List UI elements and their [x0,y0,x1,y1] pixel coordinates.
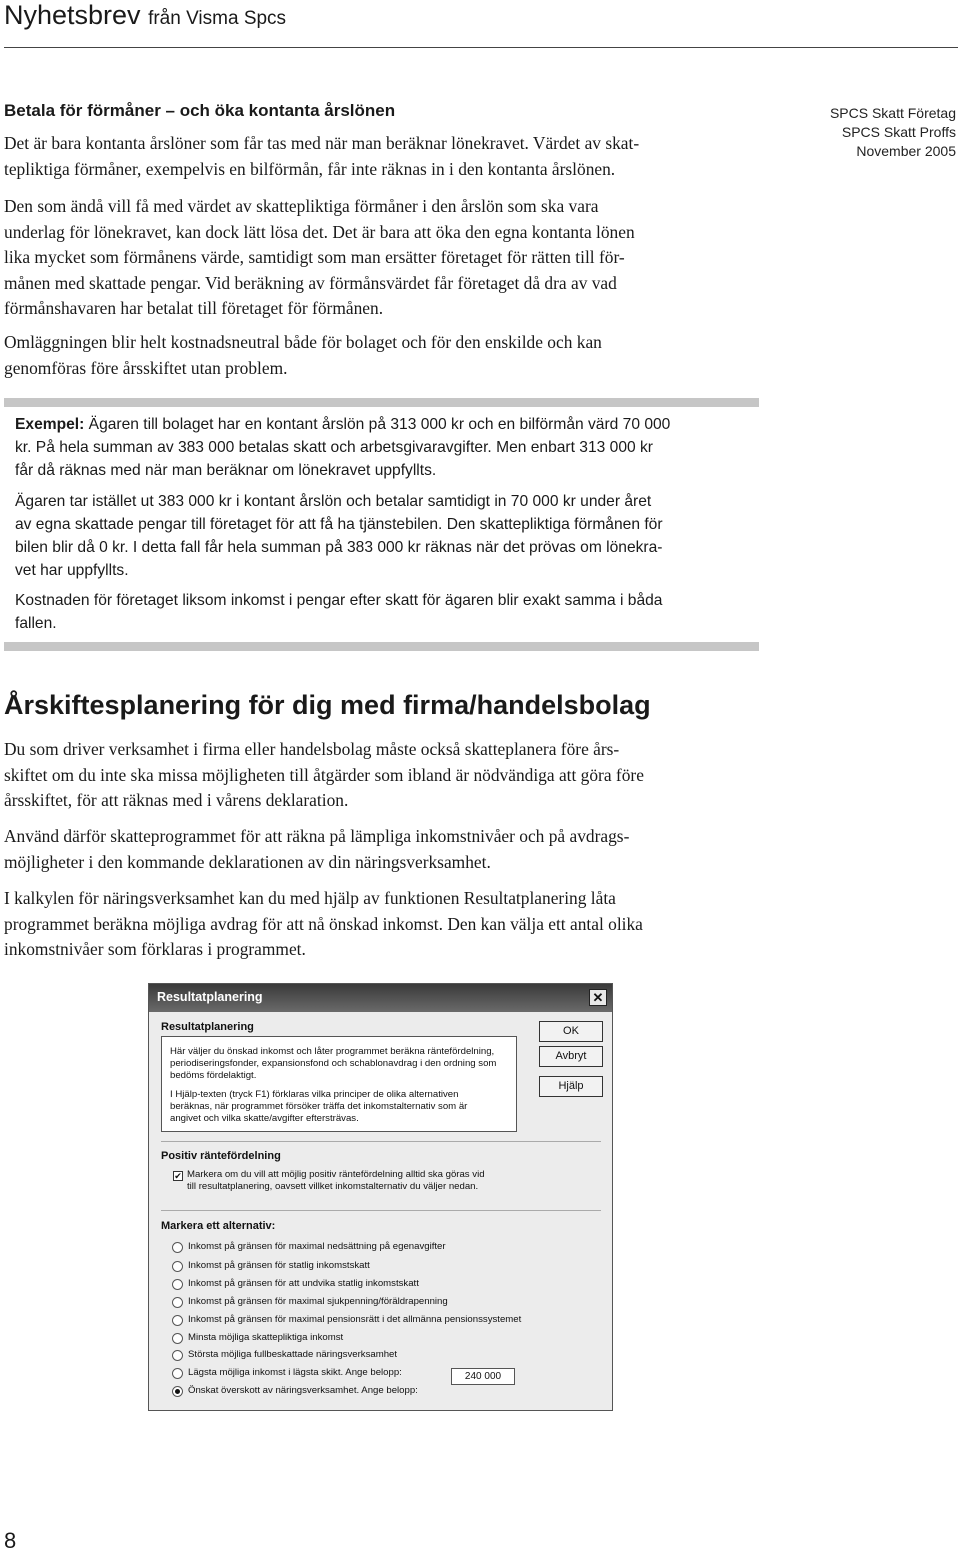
option-radio[interactable] [172,1279,183,1290]
option-radio-selected[interactable] [172,1386,183,1397]
text-line: lika mycket som förmånens värde, samtidigt som man ersätter företaget för rätten till för- [4,247,625,267]
meta-line: SPCS Skatt Proffs [841,124,956,140]
text-fragment: Ägaren till bolaget har en kontant årslön på 313 000 kr och en bilförmån värd 70 000 [84,416,671,433]
option-label: Inkomst på gränsen för maximal pensionsrätt i det allmänna pensionssystemet [188,1314,522,1325]
info-line: beräknas, när programmet försöker träffa det inkomstalternativ som är [170,1101,468,1112]
help-button[interactable]: Hjälp [539,1076,603,1097]
info-line: periodiseringsfonder, expansionsfond och schablonavdrag i den ordning som [170,1058,497,1069]
example-box-top-bar [4,398,759,407]
option-label: Största möjliga fullbeskattade näringsverksamhet [188,1349,398,1360]
page-number: 8 [4,1528,17,1553]
paragraph [4,886,756,963]
example-label: Exempel: [15,416,85,433]
meta-date: November 2005 [856,143,956,159]
text-line: månen med skattade pengar. Vid beräkning av förmånsvärdet får företaget då dra av vad [4,272,617,293]
positive-allocation-checkbox[interactable]: ✔ [174,1171,182,1181]
option-radio[interactable] [172,1333,183,1344]
newsletter-title-main: Nyhetsbrev [4,0,141,30]
info-line: I Hjälp-texten (tryck F1) förklaras vilka principer de olika alternativen [170,1089,459,1100]
dialog-section-label: Markera ett alternativ: [161,1220,276,1232]
text-line: underlag för lönekravet, kan dock lätt lösa det. Det är bara att öka den egna kontanta lönen [4,221,635,242]
close-icon[interactable]: ✕ [589,989,607,1006]
option-label: Önskat överskott av näringsverksamhet. Ange belopp: [188,1385,418,1396]
text-line: programmet beräkna möjliga avdrag för att nå önskad inkomst. Den kan välja ett antal olika [4,913,643,934]
example-box-bottom-bar [4,642,759,651]
dialog-section-label: Positiv räntefördelning [161,1150,281,1162]
paragraph [4,330,756,381]
text-line: Du som driver verksamhet i firma eller handelsbolag måste också skatteplanera före års- [4,739,620,759]
ok-button[interactable]: OK [539,1021,603,1042]
cancel-button[interactable]: Avbryt [539,1046,603,1067]
option-radio[interactable] [172,1242,183,1253]
text-line: fallen. [15,615,57,632]
text-line: Använd därför skatteprogrammet för att räkna på lämpliga inkomstnivåer och på avdrags- [4,826,630,846]
option-label: Inkomst på gränsen för maximal nedsättning på egenavgifter [188,1241,446,1252]
text-line: Ägaren tar istället ut 383 000 kr i kontant årslön och betalar samtidigt in 70 000 kr under året [15,493,652,510]
dialog-title: Resultatplanering [157,990,263,1004]
text-line: av egna skattade pengar till företaget för att få ha tjänstebilen. Den skattepliktiga förmånen för [15,516,663,533]
paragraph [4,131,756,182]
text-line [15,413,755,436]
text-line: inkomstnivåer som förklaras i programmet. [4,939,306,959]
section-heading: Betala för förmåner – och öka kontanta årslönen [4,101,396,120]
text-line: Den som ändå vill få med värdet av skattepliktiga förmåner i den årslön som ska vara [4,196,599,216]
option-label: Minsta möjliga skattepliktiga inkomst [188,1332,344,1343]
dialog-section-label: Resultatplanering [161,1021,254,1033]
divider [161,1141,601,1142]
text-line: Det är bara kontanta årslöner som får tas med när man beräknar lönekravet. Värdet av skat- [4,133,640,153]
example-paragraph [15,490,755,582]
text-line: kr. På hela summan av 383 000 betalas skatt och arbetsgivaravgifter. Men enbart 313 000 kr [15,439,653,456]
option-radio[interactable] [172,1350,183,1361]
text-line: vet har uppfyllts. [15,562,129,579]
option-radio[interactable] [172,1297,183,1308]
option-radio[interactable] [172,1261,183,1272]
amount-input[interactable]: 240 000 [451,1368,515,1385]
resultatplanering-dialog [148,983,613,1411]
text-line: skiftet om du inte ska missa möjligheten till åtgärder som ibland är nödvändiga att göra före [4,764,644,785]
option-label: Lägsta möjliga inkomst i lägsta skikt. Ange belopp: [188,1367,402,1378]
option-radio[interactable] [172,1368,183,1379]
example-paragraph [15,413,755,482]
option-label: Inkomst på gränsen för statlig inkomstskatt [188,1260,370,1271]
info-textbox [161,1036,517,1132]
text-line: I kalkylen för näringsverksamhet kan du med hjälp av funktionen Resultatplanering låta [4,888,616,908]
checkbox-label: till resultatplanering, oavsett villket inkomstalternativ du väljer nedan. [187,1181,479,1192]
text-line: möjligheter i den kommande deklarationen av din näringsverksamhet. [4,851,491,872]
paragraph [4,824,756,875]
example-paragraph [15,589,755,635]
paragraph [4,737,756,814]
header-rule [4,47,958,48]
info-line: bedöms fördelaktigt. [170,1070,257,1081]
section-heading: Årskiftesplanering för dig med firma/handelsbolag [4,690,651,720]
text-line: Omläggningen blir helt kostnadsneutral både för bolaget och för den enskilde och kan [4,332,602,352]
text-line: får då räknas med när man beräknar om lönekravet uppfyllts. [15,462,437,479]
info-line: Här väljer du önskad inkomst och låter programmet beräkna räntefördelning, [170,1046,495,1057]
text-line: genomföras före årsskiftet utan problem. [4,357,288,378]
checkbox-label: Markera om du vill att möjlig positiv räntefördelning alltid ska göras vid [187,1169,485,1180]
newsletter-title-sub: från Visma Spcs [148,8,287,29]
info-line: angivet och vilka skatte/avgifter eftersträvas. [170,1113,359,1124]
paragraph [4,194,756,322]
text-line: förmånshavaren har betalat till företaget för förmånen. [4,298,384,318]
text-line: tepliktiga förmåner, exempelvis en bilförmån, får inte räknas in i den kontanta årslönen. [4,158,616,179]
option-radio[interactable] [172,1315,183,1326]
meta-line: SPCS Skatt Företag [829,105,956,121]
text-line: årsskiftet, för att räknas med i vårens deklaration. [4,790,349,810]
newsletter-title [4,0,286,31]
text-line: Kostnaden för företaget liksom inkomst i pengar efter skatt för ägaren blir exakt samma i båda [15,592,663,609]
option-label: Inkomst på gränsen för att undvika statlig inkomstskatt [188,1278,419,1289]
dialog-titlebar [149,984,612,1012]
product-meta [830,104,956,161]
text-line: bilen blir då 0 kr. I detta fall får hela summan på 383 000 kr räknas när det prövas om lönekra- [15,539,663,556]
divider [161,1210,601,1211]
option-label: Inkomst på gränsen för maximal sjukpenning/föräldrapenning [188,1296,448,1307]
